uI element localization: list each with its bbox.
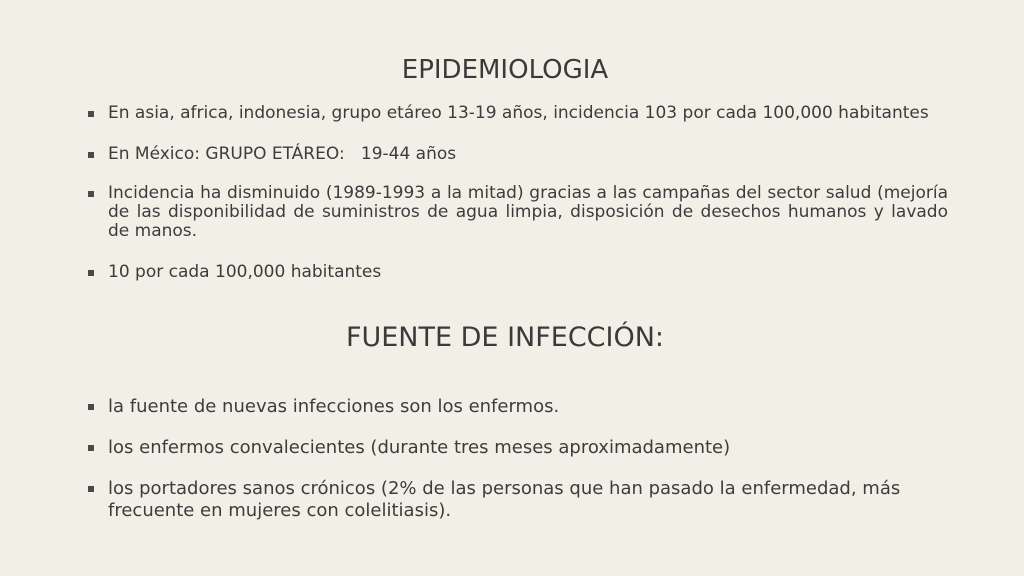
square-bullet-icon (88, 486, 94, 492)
square-bullet-icon (88, 445, 94, 451)
list-item-text: En asia, africa, indonesia, grupo etáreo 13-19 años, incidencia 103 por cada 100,000 habitantes (108, 103, 929, 123)
list-item-text: los portadores sanos crónicos (2% de las personas que han pasado la enfermedad, más frecuente en mujeres con colelitiasis). (108, 478, 901, 521)
list-item (88, 396, 938, 418)
list-item (88, 184, 948, 241)
square-bullet-icon (88, 111, 94, 117)
fuente-de-infeccion-list (88, 396, 938, 522)
list-item (88, 437, 938, 459)
list-item (88, 145, 948, 164)
list-item-text: los enfermos convalecientes (durante tres meses aproximadamente) (108, 437, 731, 458)
fuente-de-infeccion-title: FUENTE DE INFECCIÓN: (345, 322, 665, 353)
epidemiologia-list (88, 104, 948, 282)
epidemiologia-title: EPIDEMIOLOGIA (401, 55, 609, 85)
list-item-text: Incidencia ha disminuido (1989-1993 a la mitad) gracias a las campañas del sector salud (mejoría de las disponibilidad de suministros de agua limpia, disposición de desechos humanos y lavado de manos. (108, 183, 948, 241)
list-item-text: 10 por cada 100,000 habitantes (108, 262, 382, 282)
square-bullet-icon (88, 404, 94, 410)
list-item (88, 478, 938, 522)
square-bullet-icon (88, 152, 94, 158)
list-item (88, 104, 948, 123)
list-item-text: la fuente de nuevas infecciones son los enfermos. (108, 396, 560, 417)
square-bullet-icon (88, 270, 94, 276)
list-item (88, 263, 948, 282)
square-bullet-icon (88, 191, 94, 197)
list-item-text: En México: GRUPO ETÁREO: 19-44 años (108, 144, 457, 164)
